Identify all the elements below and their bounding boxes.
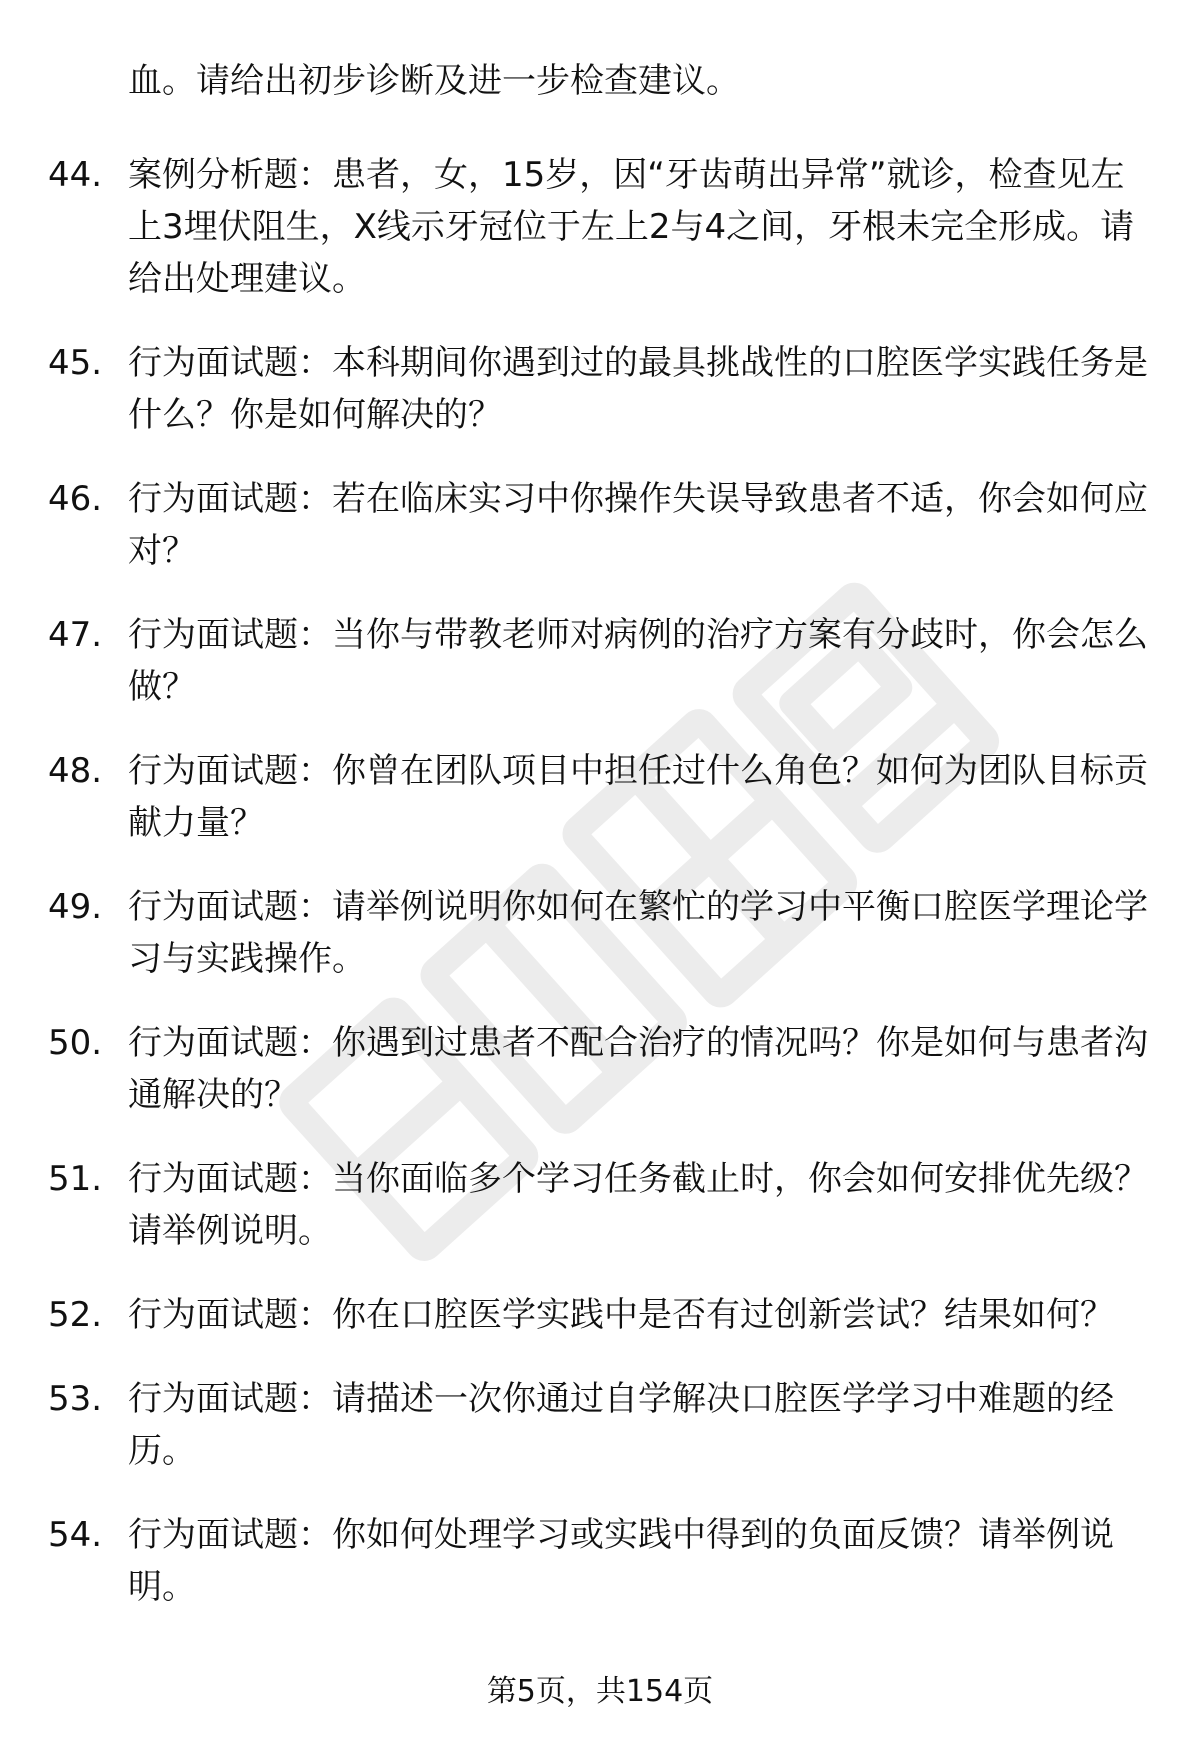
question-text: 行为面试题：若在临床实习中你操作失误导致患者不适，你会如何应对？ [128, 479, 1148, 571]
question-number: 51. [48, 1159, 103, 1199]
question-number: 50. [48, 1023, 103, 1063]
question-text: 行为面试题：本科期间你遇到过的最具挑战性的口腔医学实践任务是什么？你是如何解决的？ [128, 343, 1148, 435]
question-number: 48. [48, 751, 103, 791]
question-text: 案例分析题：患者，女，15岁，因“牙齿萌出异常”就诊，检查见左上3埋伏阻生，X线示牙冠位于左上2与4之间，牙根未完全形成。请给出处理建议。 [128, 155, 1135, 299]
list-item [48, 473, 1158, 577]
question-number: 46. [48, 479, 103, 519]
question-number: 52. [48, 1295, 103, 1335]
question-number: 45. [48, 343, 103, 383]
list-item [48, 337, 1158, 441]
question-text: 行为面试题：你曾在团队项目中担任过什么角色？如何为团队目标贡献力量？ [128, 751, 1148, 843]
list-item [48, 1289, 1158, 1341]
list-item [48, 1153, 1158, 1257]
continuation-text: 血。请给出初步诊断及进一步检查建议。 [128, 61, 740, 101]
list-item [48, 609, 1158, 713]
question-text: 行为面试题：你如何处理学习或实践中得到的负面反馈？请举例说明。 [128, 1515, 1114, 1607]
list-item [48, 881, 1158, 985]
question-text: 行为面试题：请描述一次你通过自学解决口腔医学学习中难题的经历。 [128, 1379, 1114, 1471]
page-number-footer: 第5页，共154页 [486, 1674, 714, 1709]
list-item [48, 1509, 1158, 1613]
question-number: 49. [48, 887, 103, 927]
question-text: 行为面试题：请举例说明你如何在繁忙的学习中平衡口腔医学理论学习与实践操作。 [128, 887, 1148, 979]
list-item [48, 149, 1158, 305]
question-text: 行为面试题：你在口腔医学实践中是否有过创新尝试？结果如何？ [128, 1295, 1114, 1335]
question-text: 行为面试题：当你面临多个学习任务截止时，你会如何安排优先级？请举例说明。 [128, 1159, 1148, 1251]
list-item [48, 1373, 1158, 1477]
question-number: 44. [48, 155, 103, 195]
question-number: 54. [48, 1515, 103, 1555]
question-text: 行为面试题：当你与带教老师对病例的治疗方案有分歧时，你会怎么做？ [128, 615, 1148, 707]
question-number: 47. [48, 615, 103, 655]
list-item [48, 1017, 1158, 1121]
question-list [48, 55, 1158, 1645]
question-number: 53. [48, 1379, 103, 1419]
list-item [48, 745, 1158, 849]
question-text: 行为面试题：你遇到过患者不配合治疗的情况吗？你是如何与患者沟通解决的？ [128, 1023, 1148, 1115]
